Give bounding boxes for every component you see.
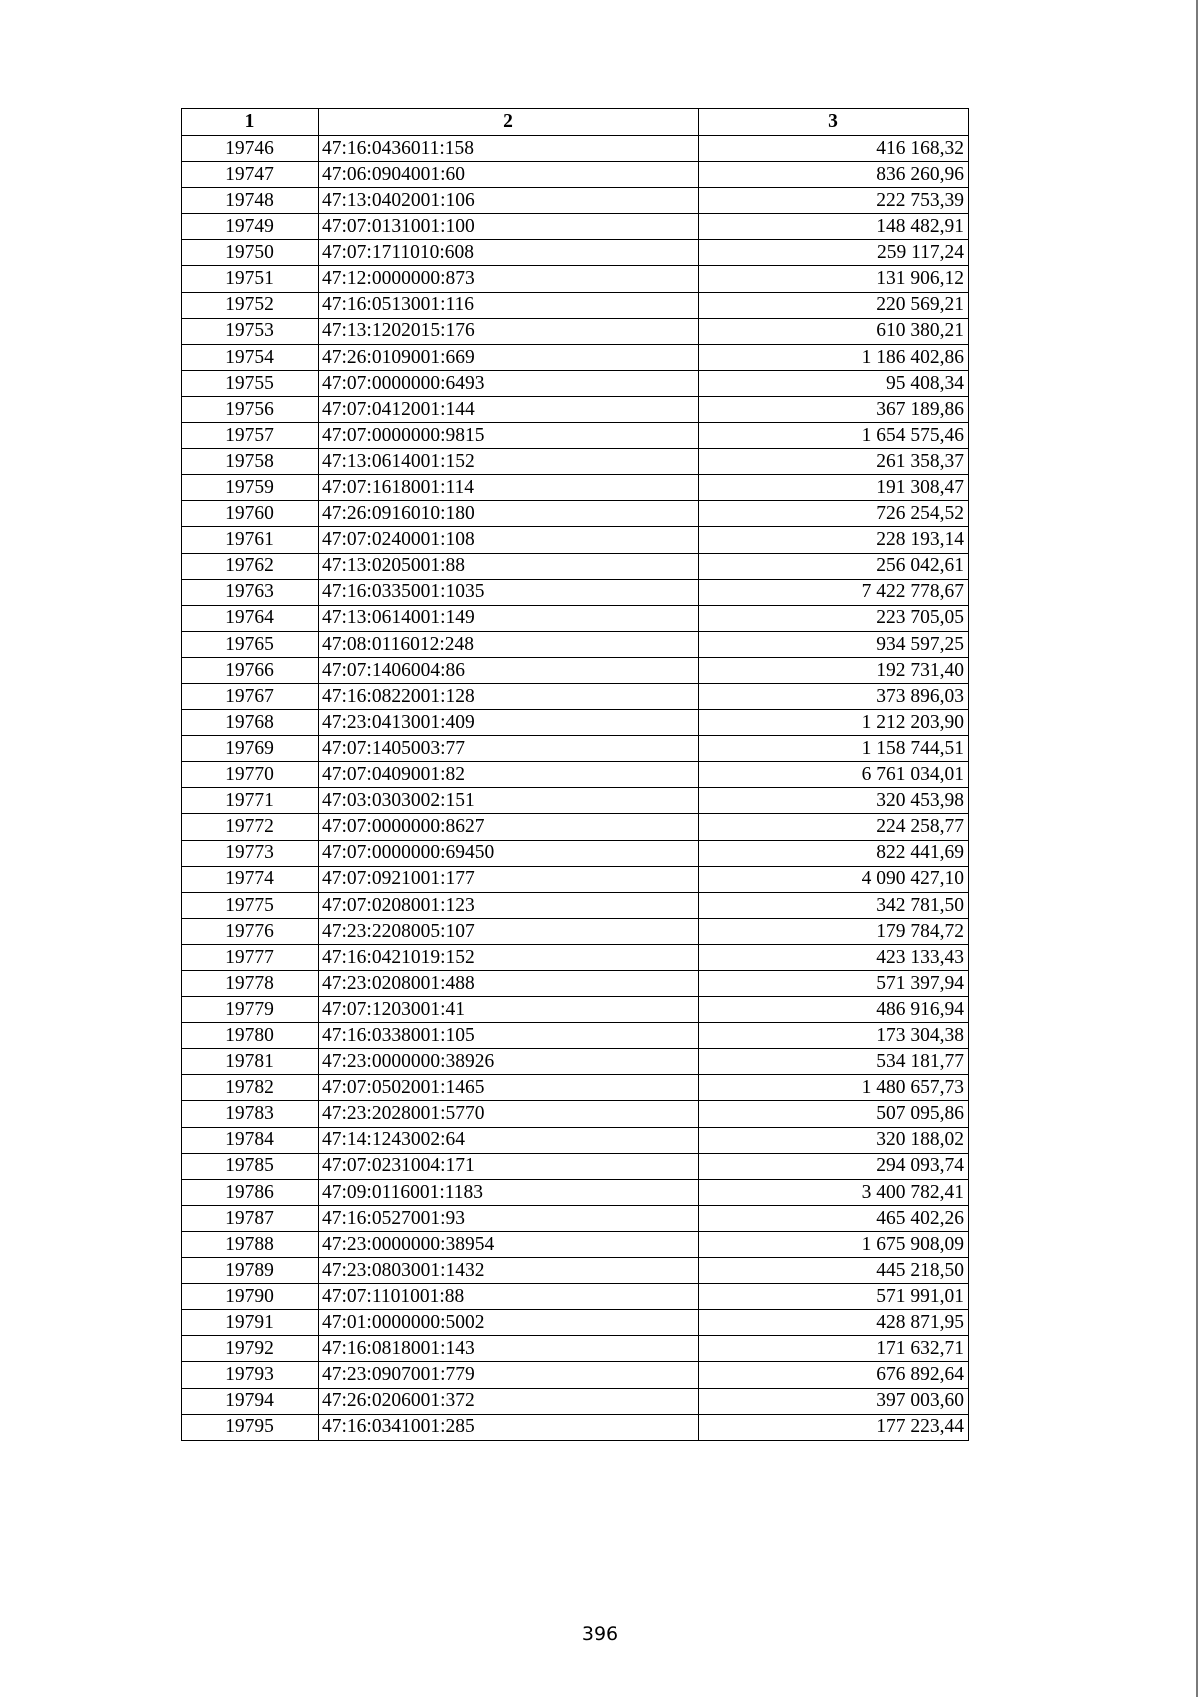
row-number-cell: 19752 (182, 292, 319, 318)
row-number-cell: 19759 (182, 475, 319, 501)
value-cell: 571 991,01 (699, 1284, 969, 1310)
table-row (182, 527, 969, 553)
table-row (182, 1258, 969, 1284)
cadastral-number-cell: 47:07:1618001:114 (319, 475, 699, 501)
table-row (182, 866, 969, 892)
table-row (182, 1101, 969, 1127)
row-number-cell: 19762 (182, 553, 319, 579)
table-row (182, 579, 969, 605)
row-number-cell: 19778 (182, 971, 319, 997)
cadastral-number-cell: 47:16:0822001:128 (319, 683, 699, 709)
table-row (182, 475, 969, 501)
table-row (182, 683, 969, 709)
value-cell: 294 093,74 (699, 1153, 969, 1179)
table-row (182, 136, 969, 162)
table-row (182, 214, 969, 240)
value-cell: 261 358,37 (699, 449, 969, 475)
cadastral-number-cell: 47:07:0502001:1465 (319, 1075, 699, 1101)
row-number-cell: 19781 (182, 1049, 319, 1075)
value-cell: 367 189,86 (699, 396, 969, 422)
cadastral-number-cell: 47:13:0402001:106 (319, 188, 699, 214)
cadastral-number-cell: 47:16:0436011:158 (319, 136, 699, 162)
cadastral-number-cell: 47:23:0000000:38954 (319, 1231, 699, 1257)
cadastral-number-cell: 47:01:0000000:5002 (319, 1310, 699, 1336)
cadastral-number-cell: 47:23:0413001:409 (319, 710, 699, 736)
table-row (182, 1231, 969, 1257)
row-number-cell: 19755 (182, 370, 319, 396)
table-row (182, 710, 969, 736)
value-cell: 836 260,96 (699, 162, 969, 188)
value-cell: 224 258,77 (699, 814, 969, 840)
value-cell: 1 186 402,86 (699, 344, 969, 370)
value-cell: 320 453,98 (699, 788, 969, 814)
value-cell: 1 654 575,46 (699, 423, 969, 449)
value-cell: 6 761 034,01 (699, 762, 969, 788)
table-row (182, 892, 969, 918)
table-body (182, 136, 969, 1441)
row-number-cell: 19787 (182, 1205, 319, 1231)
row-number-cell: 19784 (182, 1127, 319, 1153)
value-cell: 4 090 427,10 (699, 866, 969, 892)
table-row (182, 736, 969, 762)
cadastral-number-cell: 47:03:0303002:151 (319, 788, 699, 814)
value-cell: 222 753,39 (699, 188, 969, 214)
table-row (182, 1205, 969, 1231)
row-number-cell: 19760 (182, 501, 319, 527)
table-row (182, 657, 969, 683)
row-number-cell: 19761 (182, 527, 319, 553)
table-row (182, 162, 969, 188)
cadastral-number-cell: 47:13:0205001:88 (319, 553, 699, 579)
column-header-1: 1 (182, 109, 319, 136)
cadastral-number-cell: 47:14:1243002:64 (319, 1127, 699, 1153)
value-cell: 179 784,72 (699, 918, 969, 944)
cadastral-number-cell: 47:23:0000000:38926 (319, 1049, 699, 1075)
row-number-cell: 19756 (182, 396, 319, 422)
table-row (182, 553, 969, 579)
cadastral-number-cell: 47:16:0513001:116 (319, 292, 699, 318)
value-cell: 822 441,69 (699, 840, 969, 866)
row-number-cell: 19785 (182, 1153, 319, 1179)
row-number-cell: 19776 (182, 918, 319, 944)
registry-table (181, 108, 969, 1441)
value-cell: 486 916,94 (699, 997, 969, 1023)
table-row (182, 1310, 969, 1336)
cadastral-number-cell: 47:16:0341001:285 (319, 1414, 699, 1440)
cadastral-number-cell: 47:06:0904001:60 (319, 162, 699, 188)
cadastral-number-cell: 47:07:1203001:41 (319, 997, 699, 1023)
value-cell: 571 397,94 (699, 971, 969, 997)
value-cell: 171 632,71 (699, 1336, 969, 1362)
value-cell: 397 003,60 (699, 1388, 969, 1414)
row-number-cell: 19758 (182, 449, 319, 475)
cadastral-number-cell: 47:13:0614001:149 (319, 605, 699, 631)
value-cell: 223 705,05 (699, 605, 969, 631)
value-cell: 465 402,26 (699, 1205, 969, 1231)
value-cell: 342 781,50 (699, 892, 969, 918)
row-number-cell: 19795 (182, 1414, 319, 1440)
row-number-cell: 19764 (182, 605, 319, 631)
value-cell: 131 906,12 (699, 266, 969, 292)
value-cell: 1 675 908,09 (699, 1231, 969, 1257)
value-cell: 320 188,02 (699, 1127, 969, 1153)
row-number-cell: 19766 (182, 657, 319, 683)
table-row (182, 1075, 969, 1101)
cadastral-number-cell: 47:12:0000000:873 (319, 266, 699, 292)
table-row (182, 840, 969, 866)
table-row (182, 1362, 969, 1388)
cadastral-number-cell: 47:16:0818001:143 (319, 1336, 699, 1362)
cadastral-number-cell: 47:07:0000000:69450 (319, 840, 699, 866)
value-cell: 173 304,38 (699, 1023, 969, 1049)
cadastral-number-cell: 47:09:0116001:1183 (319, 1179, 699, 1205)
value-cell: 148 482,91 (699, 214, 969, 240)
cadastral-number-cell: 47:13:0614001:152 (319, 449, 699, 475)
row-number-cell: 19774 (182, 866, 319, 892)
row-number-cell: 19775 (182, 892, 319, 918)
cadastral-number-cell: 47:23:0803001:1432 (319, 1258, 699, 1284)
table-row (182, 971, 969, 997)
value-cell: 7 422 778,67 (699, 579, 969, 605)
cadastral-number-cell: 47:23:0907001:779 (319, 1362, 699, 1388)
value-cell: 428 871,95 (699, 1310, 969, 1336)
value-cell: 177 223,44 (699, 1414, 969, 1440)
row-number-cell: 19780 (182, 1023, 319, 1049)
column-header-3: 3 (699, 109, 969, 136)
table-row (182, 997, 969, 1023)
value-cell: 726 254,52 (699, 501, 969, 527)
value-cell: 610 380,21 (699, 318, 969, 344)
cadastral-number-cell: 47:07:0231004:171 (319, 1153, 699, 1179)
table-row (182, 762, 969, 788)
table-row (182, 292, 969, 318)
cadastral-number-cell: 47:07:1406004:86 (319, 657, 699, 683)
value-cell: 256 042,61 (699, 553, 969, 579)
row-number-cell: 19782 (182, 1075, 319, 1101)
value-cell: 259 117,24 (699, 240, 969, 266)
table-row (182, 318, 969, 344)
row-number-cell: 19763 (182, 579, 319, 605)
table-row (182, 344, 969, 370)
table-row (182, 918, 969, 944)
table-row (182, 1414, 969, 1440)
value-cell: 416 168,32 (699, 136, 969, 162)
table-row (182, 501, 969, 527)
column-header-2: 2 (319, 109, 699, 136)
table-row (182, 396, 969, 422)
value-cell: 95 408,34 (699, 370, 969, 396)
cadastral-number-cell: 47:07:0240001:108 (319, 527, 699, 553)
value-cell: 934 597,25 (699, 631, 969, 657)
row-number-cell: 19786 (182, 1179, 319, 1205)
cadastral-number-cell: 47:07:0412001:144 (319, 396, 699, 422)
cadastral-number-cell: 47:16:0421019:152 (319, 944, 699, 970)
row-number-cell: 19777 (182, 944, 319, 970)
cadastral-number-cell: 47:07:0409001:82 (319, 762, 699, 788)
cadastral-number-cell: 47:23:2028001:5770 (319, 1101, 699, 1127)
cadastral-number-cell: 47:13:1202015:176 (319, 318, 699, 344)
table-row (182, 631, 969, 657)
cadastral-number-cell: 47:07:0921001:177 (319, 866, 699, 892)
row-number-cell: 19773 (182, 840, 319, 866)
row-number-cell: 19772 (182, 814, 319, 840)
cadastral-number-cell: 47:07:1101001:88 (319, 1284, 699, 1310)
table-row (182, 1153, 969, 1179)
value-cell: 191 308,47 (699, 475, 969, 501)
value-cell: 676 892,64 (699, 1362, 969, 1388)
cadastral-number-cell: 47:07:1405003:77 (319, 736, 699, 762)
table-row (182, 449, 969, 475)
row-number-cell: 19770 (182, 762, 319, 788)
table-row (182, 1284, 969, 1310)
row-number-cell: 19765 (182, 631, 319, 657)
row-number-cell: 19793 (182, 1362, 319, 1388)
row-number-cell: 19790 (182, 1284, 319, 1310)
table-row (182, 240, 969, 266)
row-number-cell: 19767 (182, 683, 319, 709)
value-cell: 192 731,40 (699, 657, 969, 683)
table-header-row (182, 109, 969, 136)
table-row (182, 188, 969, 214)
table-row (182, 370, 969, 396)
row-number-cell: 19748 (182, 188, 319, 214)
table-row (182, 944, 969, 970)
cadastral-number-cell: 47:26:0206001:372 (319, 1388, 699, 1414)
table-row (182, 605, 969, 631)
cadastral-number-cell: 47:26:0109001:669 (319, 344, 699, 370)
value-cell: 534 181,77 (699, 1049, 969, 1075)
table-row (182, 788, 969, 814)
row-number-cell: 19783 (182, 1101, 319, 1127)
value-cell: 228 193,14 (699, 527, 969, 553)
cadastral-number-cell: 47:23:0208001:488 (319, 971, 699, 997)
cadastral-number-cell: 47:16:0335001:1035 (319, 579, 699, 605)
page-number: 396 (581, 1623, 619, 1645)
row-number-cell: 19753 (182, 318, 319, 344)
table-row (182, 1049, 969, 1075)
row-number-cell: 19792 (182, 1336, 319, 1362)
cadastral-number-cell: 47:16:0527001:93 (319, 1205, 699, 1231)
row-number-cell: 19794 (182, 1388, 319, 1414)
row-number-cell: 19789 (182, 1258, 319, 1284)
row-number-cell: 19769 (182, 736, 319, 762)
value-cell: 423 133,43 (699, 944, 969, 970)
cadastral-number-cell: 47:16:0338001:105 (319, 1023, 699, 1049)
value-cell: 1 480 657,73 (699, 1075, 969, 1101)
cadastral-number-cell: 47:07:1711010:608 (319, 240, 699, 266)
cadastral-number-cell: 47:07:0000000:8627 (319, 814, 699, 840)
value-cell: 1 212 203,90 (699, 710, 969, 736)
cadastral-number-cell: 47:07:0000000:9815 (319, 423, 699, 449)
value-cell: 220 569,21 (699, 292, 969, 318)
cadastral-number-cell: 47:23:2208005:107 (319, 918, 699, 944)
row-number-cell: 19747 (182, 162, 319, 188)
value-cell: 1 158 744,51 (699, 736, 969, 762)
value-cell: 445 218,50 (699, 1258, 969, 1284)
table-row (182, 423, 969, 449)
row-number-cell: 19788 (182, 1231, 319, 1257)
table-row (182, 814, 969, 840)
row-number-cell: 19771 (182, 788, 319, 814)
value-cell: 3 400 782,41 (699, 1179, 969, 1205)
table-row (182, 266, 969, 292)
page-edge-line (1196, 0, 1198, 1697)
table-row (182, 1336, 969, 1362)
row-number-cell: 19768 (182, 710, 319, 736)
table-row (182, 1179, 969, 1205)
table-row (182, 1023, 969, 1049)
table-row (182, 1127, 969, 1153)
cadastral-number-cell: 47:08:0116012:248 (319, 631, 699, 657)
value-cell: 507 095,86 (699, 1101, 969, 1127)
row-number-cell: 19779 (182, 997, 319, 1023)
row-number-cell: 19750 (182, 240, 319, 266)
row-number-cell: 19751 (182, 266, 319, 292)
cadastral-number-cell: 47:07:0131001:100 (319, 214, 699, 240)
row-number-cell: 19749 (182, 214, 319, 240)
cadastral-number-cell: 47:07:0000000:6493 (319, 370, 699, 396)
table-row (182, 1388, 969, 1414)
cadastral-number-cell: 47:26:0916010:180 (319, 501, 699, 527)
value-cell: 373 896,03 (699, 683, 969, 709)
row-number-cell: 19757 (182, 423, 319, 449)
row-number-cell: 19791 (182, 1310, 319, 1336)
row-number-cell: 19746 (182, 136, 319, 162)
cadastral-number-cell: 47:07:0208001:123 (319, 892, 699, 918)
row-number-cell: 19754 (182, 344, 319, 370)
